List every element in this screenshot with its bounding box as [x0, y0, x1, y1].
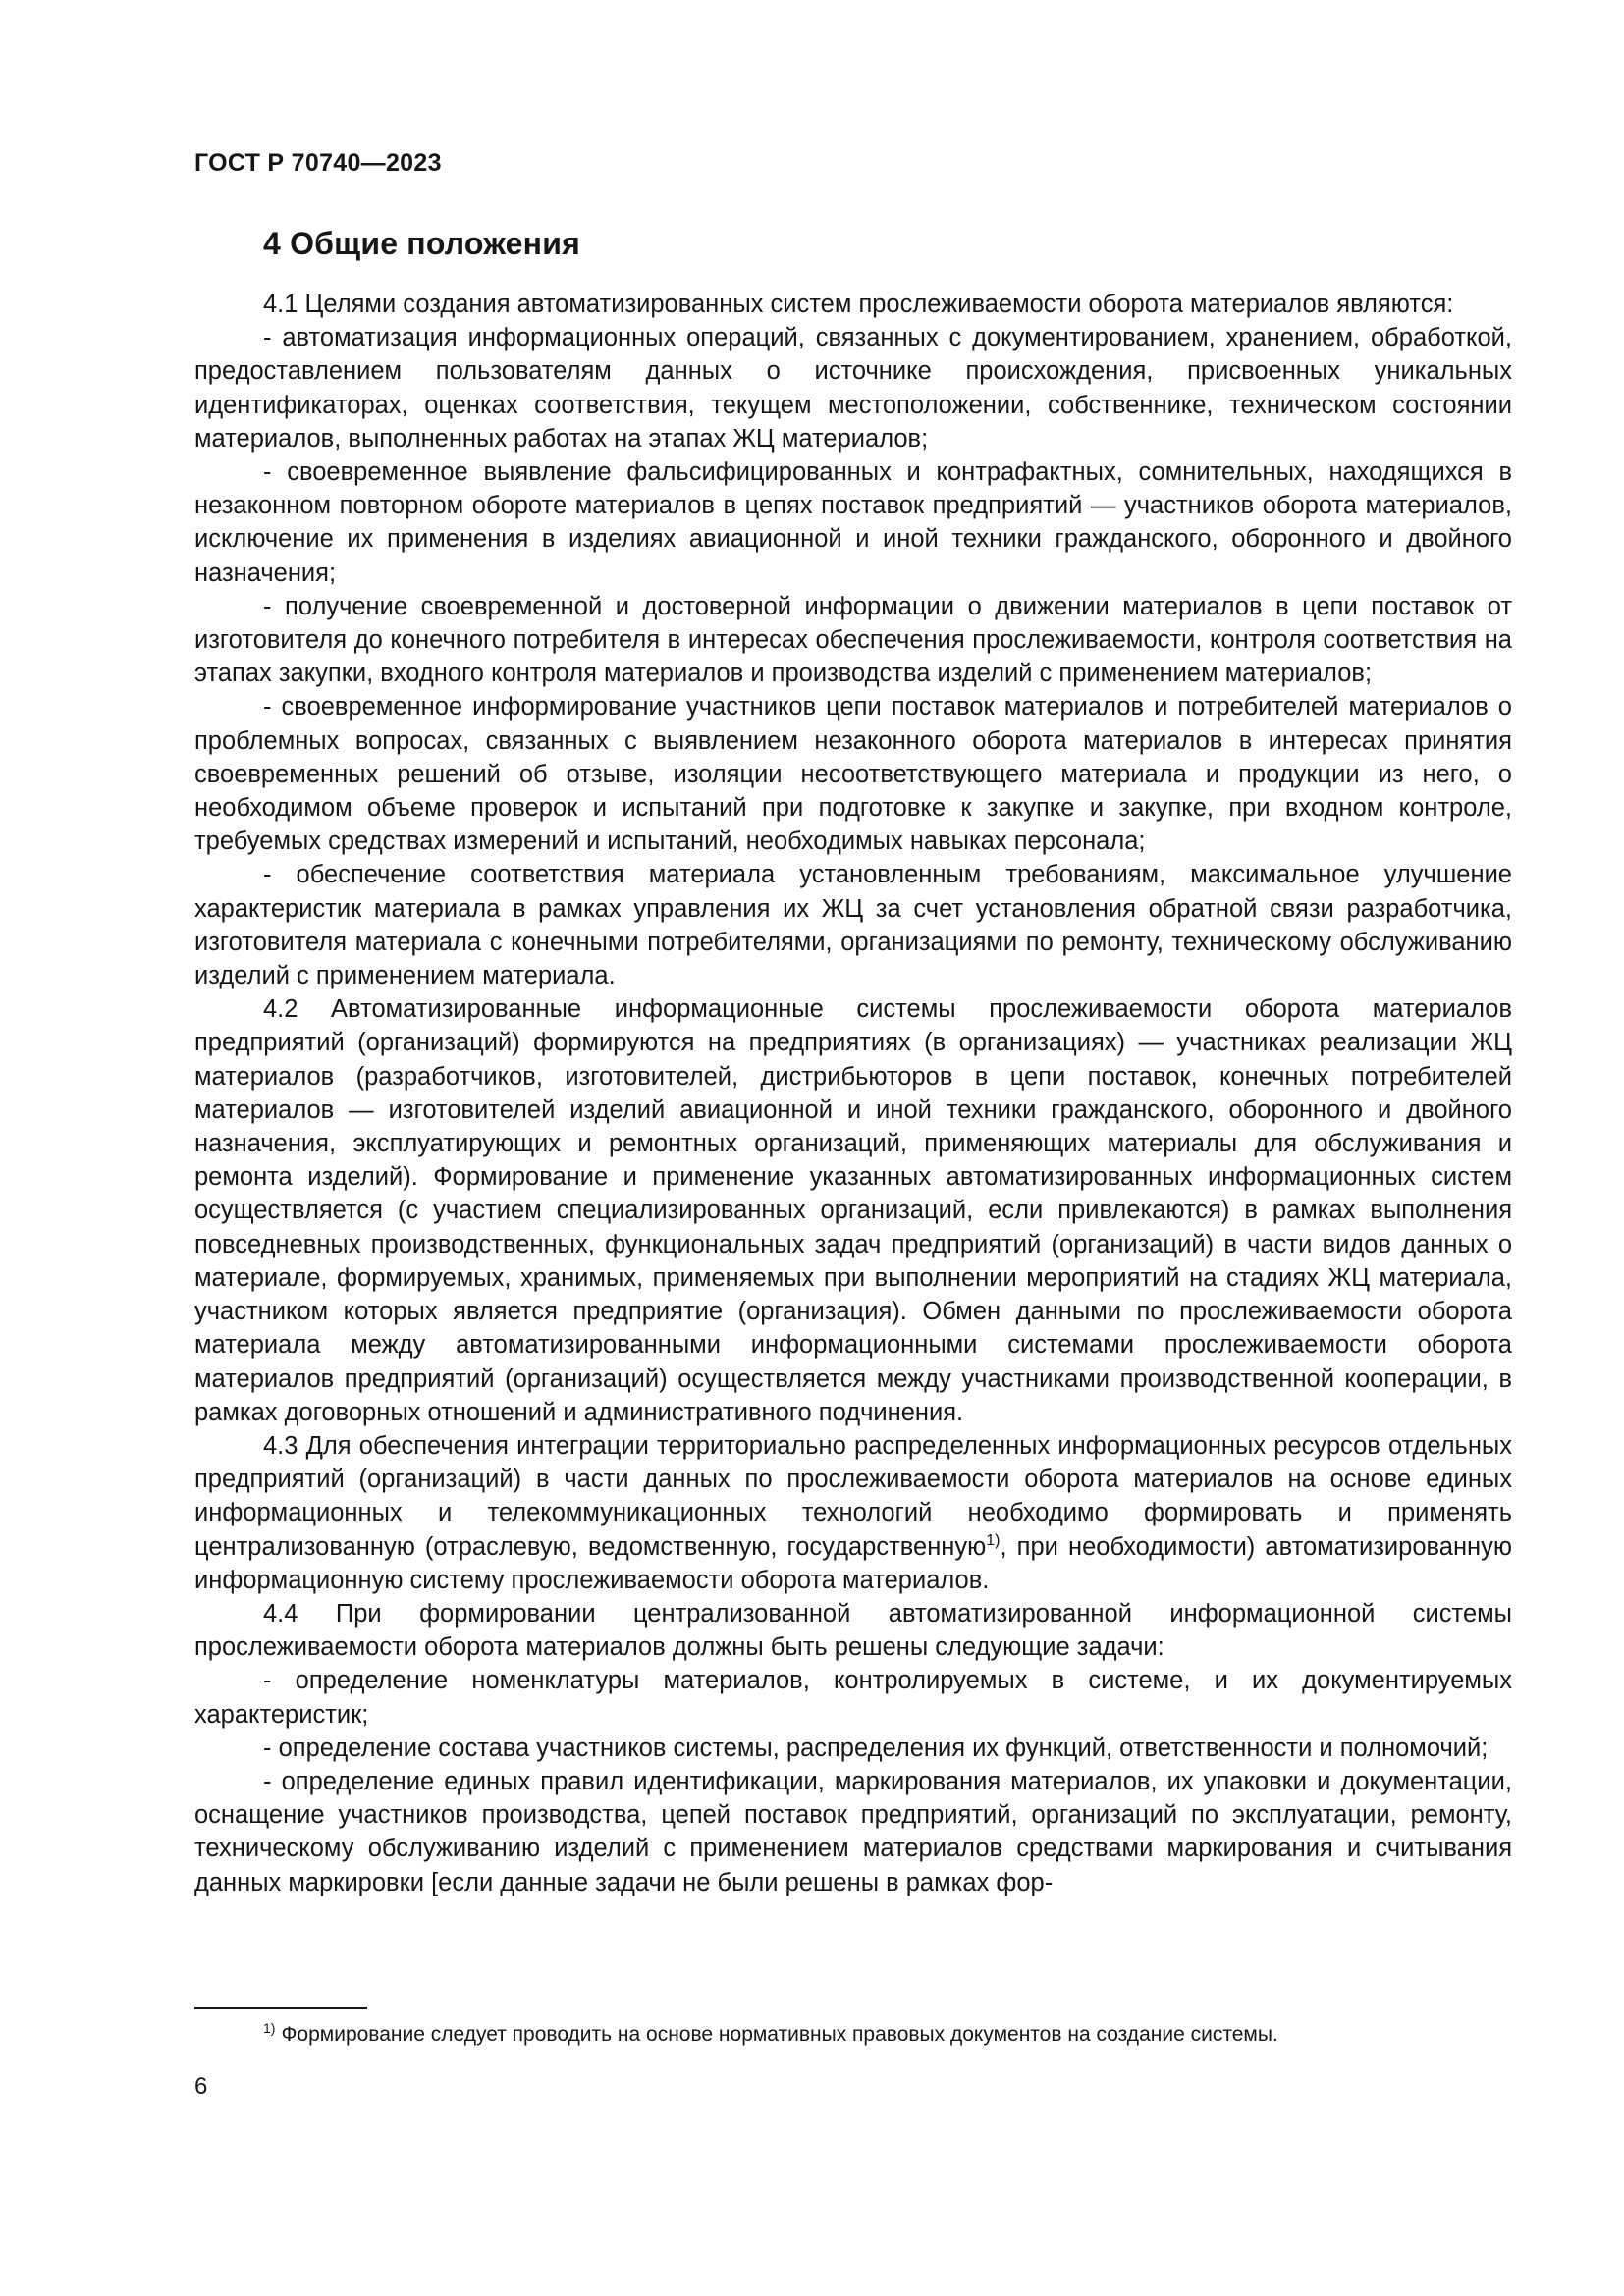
- document-body: [194, 288, 1512, 1899]
- list-item: - автоматизация информационных операций, связанных с документированием, хранением, обработкой, предоставлением пользователям данных о источнике происхождения, присвоенных уникальных идентификаторах, оценках соответствия, текущем местоположении, собственнике, техническом состоянии материалов, выполненных работах на этапах ЖЦ материалов;: [194, 324, 1512, 453]
- footnote-text: Формирование следует проводить на основе нормативных правовых документов на создание системы.: [281, 2023, 1278, 2046]
- footnote-divider: [194, 2007, 367, 2009]
- paragraph-4-3-text-end: , при необходимости) автоматизированную информационную систему прослеживаемости оборота материалов.: [194, 1532, 1513, 1594]
- paragraph-4-4: 4.4 При формировании централизованной автоматизированной информационной системы прослеживаемости оборота материалов должны быть решены следующие задачи:: [194, 1599, 1512, 1662]
- footnote: [263, 2021, 1278, 2049]
- list-item: - получение своевременной и достоверной информации о движении материалов в цепи поставок от изготовителя до конечного потребителя в интересах обеспечения прослеживаемости, контроля соответствия на этапах закупки, входного контроля материалов и производства изделий с применением материалов;: [194, 592, 1512, 688]
- page-number: 6: [194, 2073, 208, 2100]
- list-item: - определение состава участников системы, распределения их функций, ответственности и полномочий;: [263, 1734, 1489, 1762]
- paragraph-4-3-text-start: 4.3 Для обеспечения интеграции территориально распределенных информационных ресурсов отдельных предприятий (организаций) в части данных по прослеживаемости оборота материалов на основе единых информационных и телекоммуникационных технологий необходимо формировать и применять централизованную (отраслевую, ведомственную, государственную: [194, 1431, 1512, 1561]
- footnote-reference[interactable]: 1): [986, 1531, 1001, 1549]
- list-item: - обеспечение соответствия материала установленным требованиям, максимальное улучшение характеристик материала в рамках управления их ЖЦ за счет установления обратной связи разработчика, изготовителя материала с конечными потребителями, организациями по ремонту, техническому обслуживанию изделий с применением материала.: [194, 861, 1512, 990]
- list-item: - определение единых правил идентификации, маркирования материалов, их упаковки и документации, оснащение участников производства, цепей поставок предприятий, организаций по эксплуатации, ремонту, техническому обслуживанию изделий с применением материалов средствами маркирования и считывания данных маркировки [если данные задачи не были решены в рамках фор-: [194, 1767, 1512, 1896]
- list-item: - своевременное информирование участников цепи поставок материалов и потребителей материалов о проблемных вопросах, связанных с выявлением незаконного оборота материалов в интересах принятия своевременных решений об отзыве, изоляции несоответствующего материала и продукции из него, о необходимом объеме проверок и испытаний при подготовке к закупке и закупке, при входном контроле, требуемых средствах измерений и испытаний, необходимых навыках персонала;: [194, 693, 1512, 856]
- paragraph-4-2: 4.2 Автоматизированные информационные системы прослеживаемости оборота материалов предприятий (организаций) формируются на предприятиях (в организациях) — участниках реализации ЖЦ материалов (разработчиков, изготовителей, дистрибьюторов в цепи поставок, конечных потребителей материалов — изготовителей изделий авиационной и иной техники гражданского, оборонного и двойного назначения, эксплуатирующих и ремонтных организаций, применяющих материалы для обслуживания и ремонта изделий). Формирование и применение указанных автоматизированных информационных систем осуществляется (с участием специализированных организаций, если привлекаются) в рамках выполнения повседневных производственных, функциональных задач предприятий (организаций) в части видов данных о материале, формируемых, хранимых, применяемых при выполнении мероприятий на стадиях ЖЦ материала, участником которых является предприятие (организация). Обмен данными по прослеживаемости оборота материала между автоматизированными информационными системами прослеживаемости оборота материалов предприятий (организаций) осуществляется между участниками производственной кооперации, в рамках договорных отношений и административного подчинения.: [194, 995, 1512, 1426]
- paragraph-4-3: [194, 1429, 1512, 1597]
- document-code-header: ГОСТ Р 70740—2023: [194, 149, 442, 177]
- list-item: - определение номенклатуры материалов, контролируемых в системе, и их документируемых характеристик;: [194, 1667, 1512, 1729]
- list-item: - своевременное выявление фальсифицированных и контрафактных, сомнительных, находящихся в незаконном повторном обороте материалов в цепях поставок предприятий — участников оборота материалов, исключение их применения в изделиях авиационной и иной техники гражданского, оборонного и двойного назначения;: [194, 458, 1512, 587]
- paragraph-4-1: 4.1 Целями создания автоматизированных систем прослеживаемости оборота материалов являются:: [263, 291, 1454, 318]
- section-title: 4 Общие положения: [263, 226, 580, 261]
- footnote-mark: 1): [263, 2020, 276, 2036]
